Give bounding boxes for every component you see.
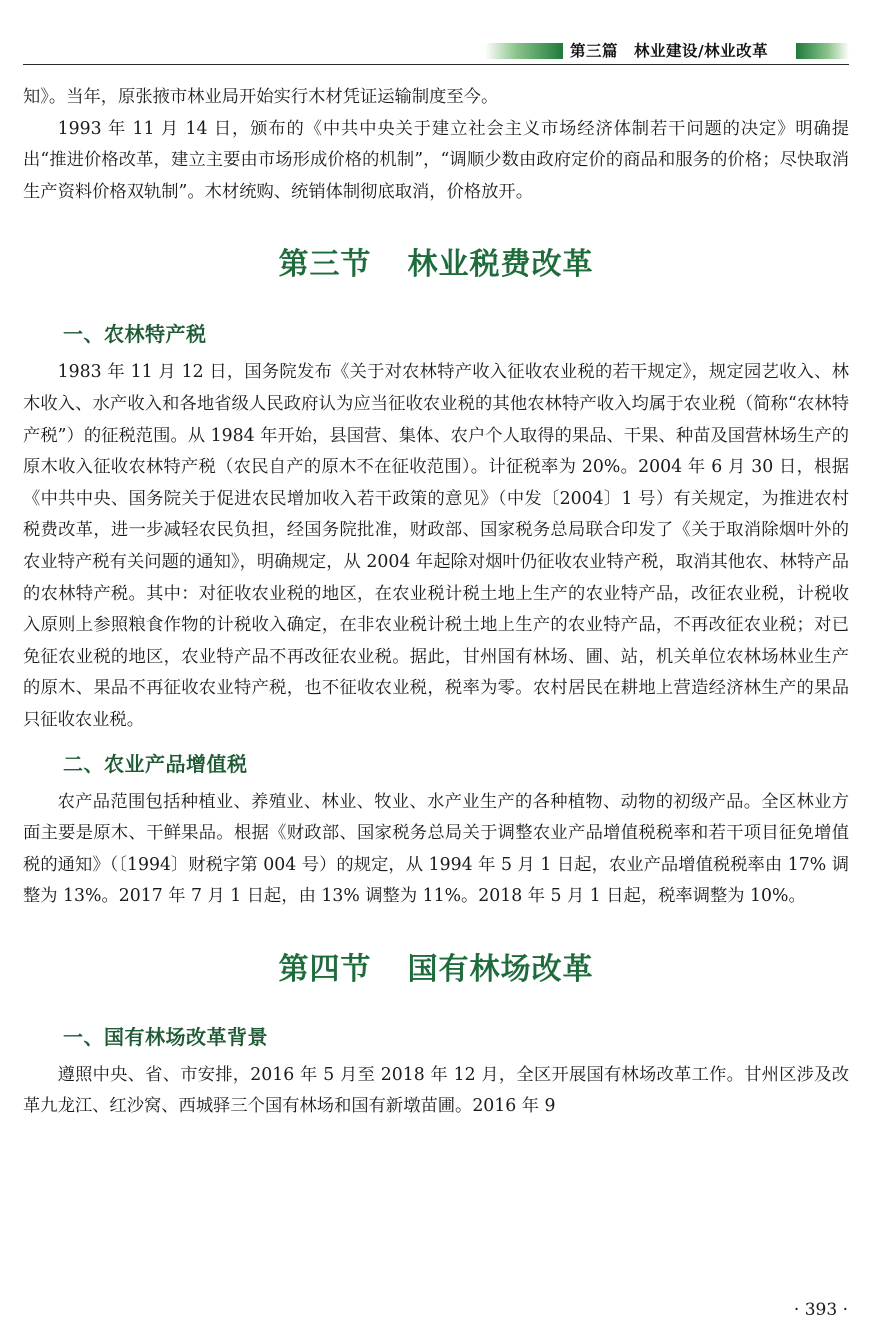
paragraph-intro-continued: 知》。当年，原张掖市林业局开始实行木材凭证运输制度至今。 [23, 87, 499, 107]
subsection-heading-3: 一、国有林场改革背景 [63, 1024, 268, 1049]
header-gradient-bar-left [485, 43, 563, 59]
header-rule [23, 64, 849, 65]
header-gradient-bar-right [796, 43, 849, 59]
subsection-heading-1: 一、农林特产税 [63, 322, 207, 347]
section-3-number: 第三节 [278, 247, 372, 283]
section-3-title: 林业税费改革 [407, 247, 594, 283]
subsection-heading-2: 二、农业产品增值税 [63, 751, 248, 776]
section-heading-3 [23, 239, 849, 283]
page-body [23, 82, 849, 1123]
paragraph-vat: 农产品范围包括种植业、养殖业、林业、牧业、水产业生产的各种植物、动物的初级产品。全区林业方面主要是原木、干鲜果品。根据《财政部、国家税务总局关于调整农业产品增值税税率和若干项目征免增值税的通知》（〔1994〕财税字第 004 号）的规定，从 1994 年 5 月 1 日起，农业产品增值税税率由 17% 调整为 13%。2017 年 7 月 1 日起，由 13% 调整为 11%。2018 年 5 月 1 日起，税率调整为 10%。 [23, 791, 849, 907]
paragraph-agri-forest-tax: 1983 年 11 月 12 日，国务院发布《关于对农林特产收入征收农业税的若干规定》，规定园艺收入、林木收入、水产收入和各地省级人民政府认为应当征收农业税的其他农林特产收入均属于农业税（简称“农林特产税”）的征税范围。从 1984 年开始，县国营、集体、农户个人取得的果品、干果、种苗及国营林场生产的原木收入征收农林特产税（农民自产的原木不在征收范围）。计征税率为 20%。2004 年 6 月 30 日，根据《中共中央、国务院关于促进农民增加收入若干政策的意见》（中发〔2004〕1 号）有关规定，为推进农村税费改革，进一步减轻农民负担，经国务院批准，财政部、国家税务总局联合印发了《关于取消除烟叶外的农业特产税有关问题的通知》，明确规定，从 2004 年起除对烟叶仍征收农业特产税，取消其他农、林特产品的农林特产税。其中：对征收农业税的地区，在农业税计税土地上生产的农业特产品，改征农业税，计税收入原则上参照粮食作物的计税收入确定，在非农业税计税土地上生产的农业特产品，不再改征农业税；对已免征农业税的地区，农业特产品不再改征农业税。据此，甘州国有林场、圃、站，机关单位农林场林业生产的原木、果品不再征收农业特产税，也不征收农业税，税率为零。农村居民在耕地上营造经济林生产的果品只征收农业税。 [23, 362, 849, 730]
running-header [23, 40, 849, 62]
paragraph-intro-1993: 1993 年 11 月 14 日，颁布的《中共中央关于建立社会主义市场经济体制若干问题的决定》明确提出“推进价格改革，建立主要由市场形成价格的机制”，“调顺少数由政府定价的商品和服务的价格；尽快取消生产资料价格双轨制”。木材统购、统销体制彻底取消，价格放开。 [23, 118, 849, 202]
section-heading-4 [23, 944, 849, 988]
paragraph-reform-background: 遵照中央、省、市安排，2016 年 5 月至 2018 年 12 月，全区开展国有林场改革工作。甘州区涉及改革九龙江、红沙窝、西城驿三个国有林场和国有新墩苗圃。2016 年 9 [23, 1064, 849, 1117]
section-4-title: 国有林场改革 [407, 951, 594, 987]
section-4-number: 第四节 [278, 951, 372, 987]
running-title: 第三篇 林业建设/林业改革 [570, 42, 769, 60]
page-number: · 393 · [793, 1300, 848, 1320]
